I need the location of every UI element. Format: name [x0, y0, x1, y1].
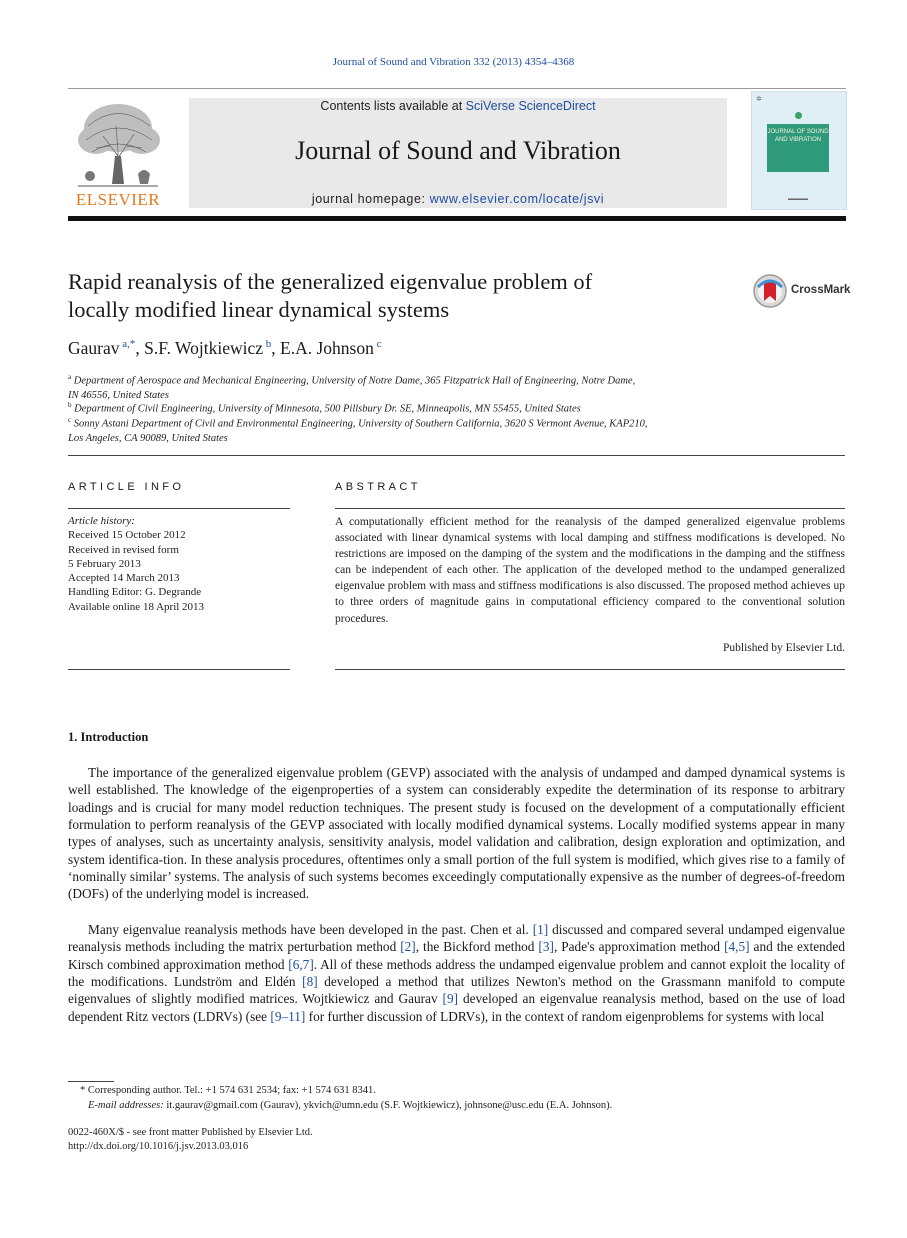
reference-link[interactable]: [4,5]: [724, 939, 750, 955]
section-rule: [68, 455, 845, 456]
paragraph-text: , Pade's approximation method: [553, 939, 725, 955]
intro-paragraph-1: The importance of the generalized eigenvalue problem (GEVP) associated with the analysis of undamped and damped dynamical systems is well established. The knowledge of the eigenproperties of a system can considerably expedite the determination of its response to arbitrary loadings and is crucial for many model reduction techniques. The present study is focused on the development of a computationally efficient formulation to perform reanalysis of the GEVP associated with locally modified dynamical systems. Locally modified systems appear in many types of analyses, such as uncertainty analysis, sensitivity analysis, model validation and calibration, design exploration and optimization, and system identifica-tion. In these analysis procedures, oftentimes only a small portion of the full system is modified, which gives rise to a family of ‘nominally similar’ systems. The analysis of such systems becomes exceedingly computationally expensive as the number of degrees-of-freedom (DOFs) of the underlying model is increased.: [68, 765, 845, 902]
paragraph-text: developed an eigenvalue reanalysis method, based on the use of load dependent Ritz vectors (LDRVs) (see: [68, 991, 845, 1024]
paragraph-text: Many eigenvalue reanalysis methods have been developed in the past. Chen et al.: [88, 922, 533, 937]
history-item: Received 15 October 2012: [68, 529, 186, 542]
paragraph-text: . All of these methods address the undamped eigenvalue problem and cannot exploit the locality of the modifications. Lundström and Eldén: [68, 956, 845, 990]
homepage-link[interactable]: www.elsevier.com/locate/jsvi: [429, 192, 605, 206]
publisher-logo-text: ELSEVIER: [75, 190, 161, 209]
header-rule: [68, 88, 846, 89]
author-affiliation-marker[interactable]: b: [265, 338, 272, 351]
history-item: 5 February 2013: [68, 557, 141, 570]
doi-link[interactable]: http://dx.doi.org/10.1016/j.jsv.2013.03.016: [68, 1141, 249, 1152]
affiliation: $^c$ Sonny Astani Department of Civil and Environmental Engineering, University of Southern California, 3620 S Vermont Avenue, KAP210, Los Angeles, CA 90089, United States: [68, 416, 648, 444]
abstract-bottom-rule: [335, 669, 845, 670]
article-history: [68, 514, 290, 614]
intro-paragraph-2: [68, 921, 845, 1025]
author-name[interactable]: S.F. Wojtkiewicz: [144, 338, 264, 358]
homepage-line: journal homepage: www.elsevier.com/locate/jsvi: [311, 192, 605, 206]
history-item: Handling Editor: G. Degrande: [68, 586, 202, 599]
author-affiliation-marker[interactable]: a,*: [122, 338, 136, 351]
published-by: Published by Elsevier Ltd.: [722, 642, 845, 654]
article-title-line-2: locally modified linear dynamical systems: [68, 297, 450, 322]
header-thick-rule: [68, 216, 846, 221]
paragraph-text: for further discussion of LDRVs), in the context of random eigenproblems for systems with local: [305, 1008, 825, 1024]
section-heading-introduction: 1. Introduction: [68, 730, 149, 744]
article-info-rule: [68, 508, 290, 509]
affiliation: $^a$ Department of Aerospace and Mechanical Engineering, University of Notre Dame, 365 Fitzpatrick Hall of Engineering, Notre Dame, IN 46556, United States: [68, 373, 636, 401]
cover-footer-icon: ▬▬▬▬: [788, 196, 808, 202]
cover-publisher-icon: ✲: [756, 96, 762, 103]
paragraph-text: , the Bickford method: [415, 939, 539, 955]
crossmark-label[interactable]: CrossMark: [791, 284, 851, 296]
email-addresses[interactable]: it.gaurav@gmail.com (Gaurav), ykvich@umn.edu (S.F. Wojtkiewicz), johnsone@usc.edu (E.A. Johnson).: [166, 1100, 613, 1111]
sciencedirect-link[interactable]: SciVerse ScienceDirect: [465, 99, 596, 113]
journal-title: Journal of Sound and Vibration: [295, 136, 621, 165]
journal-citation-link[interactable]: Journal of Sound and Vibration 332 (2013) 4354–4368: [332, 56, 575, 68]
history-item: Available online 18 April 2013: [68, 600, 205, 613]
reference-link[interactable]: [3]: [538, 939, 554, 955]
reference-link[interactable]: [2]: [400, 939, 416, 955]
reference-link[interactable]: [1]: [532, 922, 549, 937]
abstract-heading: ABSTRACT: [335, 481, 421, 493]
article-info-bottom-rule: [68, 669, 290, 670]
issn-line: 0022-460X/$ - see front matter Published by Elsevier Ltd.: [68, 1127, 313, 1138]
cover-journal-name: JOURNAL OF SOUND AND VIBRATION: [767, 129, 829, 143]
abstract-text: A computationally efficient method for the reanalysis of the damped generalized eigenvalue problems associated with linear dynamical systems with local damping and stiffness modifications is developed. No restrictions are imposed on the damping of the system and the modifications in the damping and the stiffness can be independent of each other. The application of the developed method to the undamped generalized eigenvalue problem with mass and stiffness modifications is also discussed. The proposed method achieves up to three orders of magnitude gains in computational efficiency compared to the conventional solution procedures.: [335, 516, 845, 625]
reference-link[interactable]: [8]: [302, 974, 318, 990]
reference-link[interactable]: [6,7]: [288, 956, 314, 972]
article-title-line-1: Rapid reanalysis of the generalized eigenvalue problem of: [68, 269, 593, 294]
contents-line: Contents lists available at SciVerse ScienceDirect: [320, 99, 596, 113]
cover-emblem-icon: [795, 112, 802, 119]
author-list: Gaurav $^{a,*}$, S.F. Wojtkiewicz $^b$, E.A. Johnson $^c$: [68, 338, 382, 358]
email-footnote: E-mail addresses: it.gaurav@gmail.com (Gaurav), ykvich@umn.edu (S.F. Wojtkiewicz), johnsone@usc.edu (E.A. Johnson).: [88, 1100, 613, 1111]
crossmark-icon[interactable]: [752, 273, 788, 309]
affiliation: $^b$ Department of Civil Engineering, University of Minnesota, 500 Pillsbury Dr. SE, Minneapolis, MN 55455, United States: [68, 401, 581, 415]
reference-link[interactable]: [9–11]: [270, 1008, 306, 1024]
history-item: Received in revised form: [68, 543, 179, 556]
corresponding-author-footnote: * Corresponding author. Tel.: +1 574 631 2534; fax: +1 574 631 8341.: [80, 1085, 376, 1096]
paragraph-text: and the extended Kirsch combined approximation method: [68, 939, 845, 972]
abstract-rule: [335, 508, 845, 509]
reference-link[interactable]: [9]: [442, 991, 459, 1007]
article-info-heading: ARTICLE INFO: [68, 481, 185, 493]
footnote-rule: [68, 1081, 114, 1082]
paragraph-text: discussed and compared several undamped eigenvalue reanalysis methods including the matrix perturbation method: [68, 922, 845, 955]
article-title: [68, 268, 728, 324]
history-label: Article history:: [68, 515, 135, 527]
author-name[interactable]: E.A. Johnson: [280, 338, 374, 358]
history-item: Accepted 14 March 2013: [68, 572, 180, 585]
author-name[interactable]: Gaurav: [68, 338, 120, 358]
paragraph-text: developed a method that utilizes Newton's method on the Grassmann manifold to compute eigenvalues of slightly modified matrices. Wojtkiewicz and Gaurav: [68, 974, 845, 1007]
author-affiliation-marker[interactable]: c: [376, 338, 382, 351]
